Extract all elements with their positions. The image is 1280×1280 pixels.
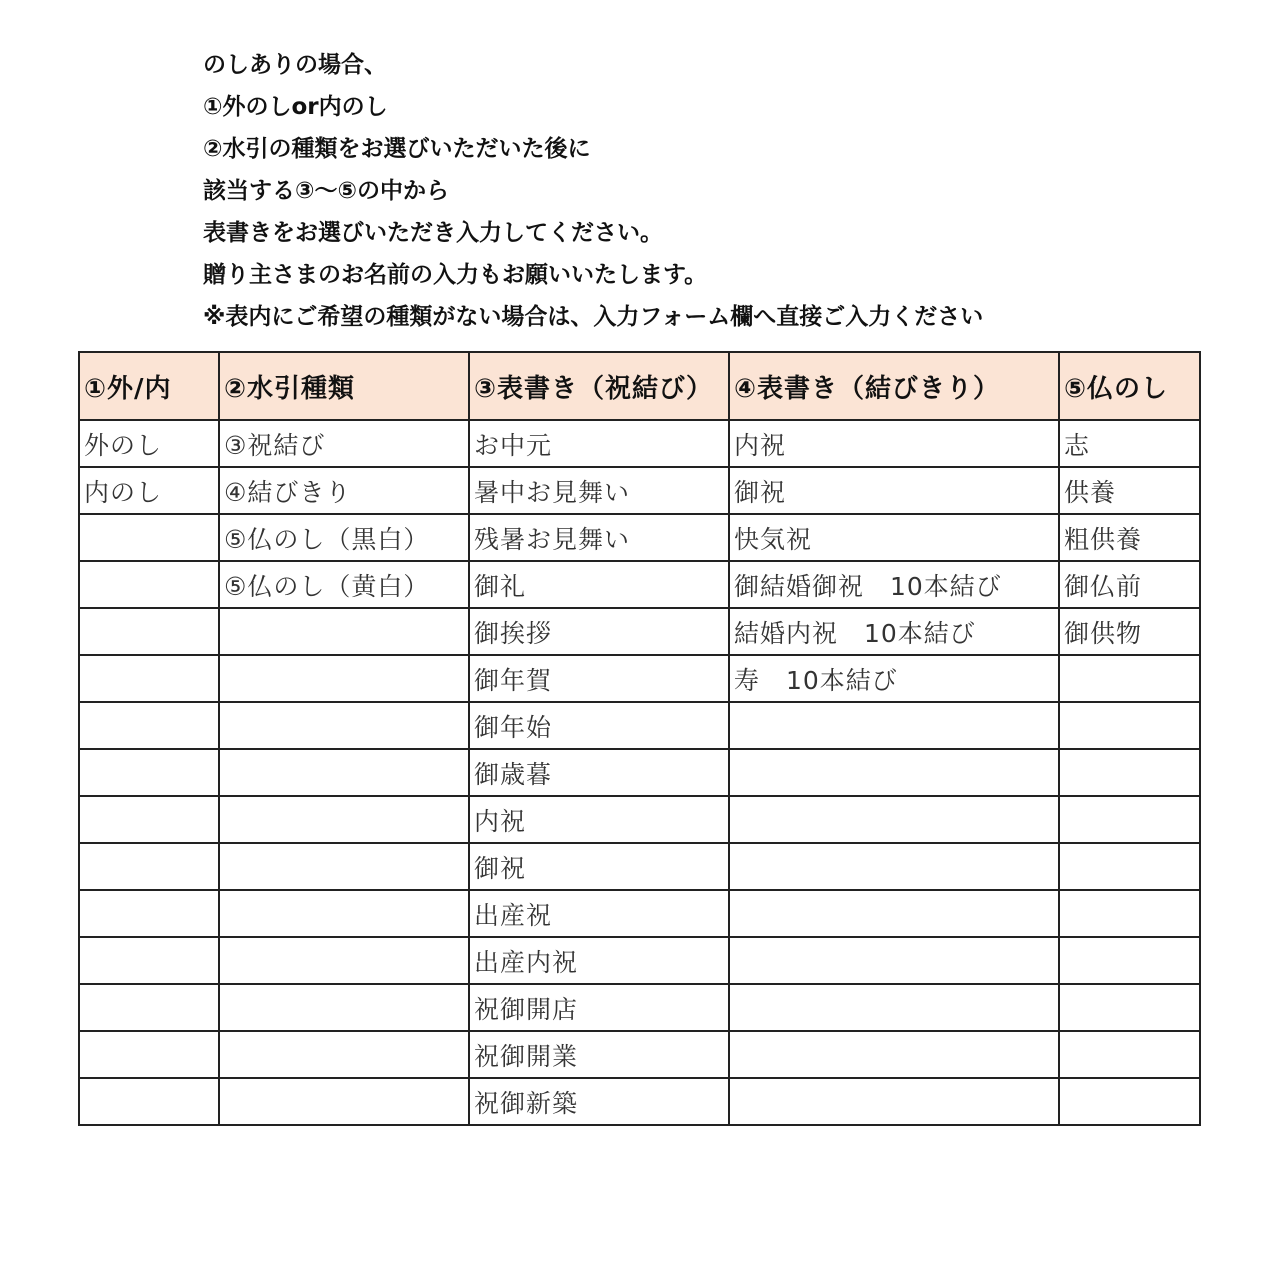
noshi-options-table <box>78 351 1201 1126</box>
table-row <box>79 1031 1200 1078</box>
table-cell: 出産祝 <box>469 890 729 937</box>
table-cell <box>79 655 219 702</box>
table-cell <box>729 702 1059 749</box>
header-tight-knot: ④表書き（結びきり） <box>729 352 1059 420</box>
instruction-line: 該当する③～⑤の中から <box>203 178 449 204</box>
instruction-line: ②水引の種類をお選びいただいた後に <box>203 136 591 162</box>
instructions <box>203 44 1203 338</box>
table-row <box>79 1078 1200 1125</box>
table-cell: 御結婚御祝 10本結び <box>729 561 1059 608</box>
table-cell <box>729 984 1059 1031</box>
table-cell <box>79 514 219 561</box>
table-header-row <box>79 352 1200 420</box>
table-row <box>79 655 1200 702</box>
table-row <box>79 514 1200 561</box>
table-cell: 内祝 <box>469 796 729 843</box>
table-row <box>79 608 1200 655</box>
table-cell <box>219 749 469 796</box>
instruction-line: 表書きをお選びいただき入力してください。 <box>203 220 663 246</box>
table-row <box>79 467 1200 514</box>
table-cell <box>729 843 1059 890</box>
table-cell <box>219 1031 469 1078</box>
table-cell: 御挨拶 <box>469 608 729 655</box>
table-cell <box>219 608 469 655</box>
table-cell <box>79 749 219 796</box>
table-cell <box>79 1031 219 1078</box>
table-cell: 祝御開業 <box>469 1031 729 1078</box>
table-cell <box>1059 1031 1200 1078</box>
table-cell <box>1059 749 1200 796</box>
table-cell: 残暑お見舞い <box>469 514 729 561</box>
table-row <box>79 796 1200 843</box>
table-cell: ⑤仏のし（黒白） <box>219 514 469 561</box>
table-cell: 外のし <box>79 420 219 467</box>
table-cell <box>79 702 219 749</box>
table-cell: お中元 <box>469 420 729 467</box>
table-cell <box>79 608 219 655</box>
table-cell <box>729 1078 1059 1125</box>
table-cell: 粗供養 <box>1059 514 1200 561</box>
table-cell: ⑤仏のし（黄白） <box>219 561 469 608</box>
table-cell: 御礼 <box>469 561 729 608</box>
table-row <box>79 420 1200 467</box>
table-cell: 御歳暮 <box>469 749 729 796</box>
table-cell <box>219 796 469 843</box>
table-cell <box>1059 796 1200 843</box>
table-cell <box>1059 1078 1200 1125</box>
table-row <box>79 843 1200 890</box>
table-cell: 内祝 <box>729 420 1059 467</box>
table-cell: 御年賀 <box>469 655 729 702</box>
table-cell <box>219 843 469 890</box>
table-cell <box>729 937 1059 984</box>
table-cell: 御仏前 <box>1059 561 1200 608</box>
table-cell: 暑中お見舞い <box>469 467 729 514</box>
table-cell: 出産内祝 <box>469 937 729 984</box>
table-cell: 御祝 <box>469 843 729 890</box>
table-row <box>79 937 1200 984</box>
table-cell <box>79 843 219 890</box>
table-cell <box>79 890 219 937</box>
header-outer-inner: ①外/内 <box>79 352 219 420</box>
table-cell <box>219 655 469 702</box>
table-cell: 寿 10本結び <box>729 655 1059 702</box>
table-cell <box>729 890 1059 937</box>
table-cell <box>219 890 469 937</box>
table-cell: 内のし <box>79 467 219 514</box>
table-cell: 御年始 <box>469 702 729 749</box>
table-cell <box>729 749 1059 796</box>
table-cell <box>219 984 469 1031</box>
instruction-line: 贈り主さまのお名前の入力もお願いいたします。 <box>203 262 708 288</box>
table-cell: 御供物 <box>1059 608 1200 655</box>
table-cell: 御祝 <box>729 467 1059 514</box>
table-cell <box>219 937 469 984</box>
table-cell: ④結びきり <box>219 467 469 514</box>
table-cell: 結婚内祝 10本結び <box>729 608 1059 655</box>
instruction-line: のしありの場合、 <box>203 52 387 78</box>
table-cell <box>79 561 219 608</box>
instruction-line: ①外のしor内のし <box>203 94 388 120</box>
table-cell: 祝御新築 <box>469 1078 729 1125</box>
table-row <box>79 561 1200 608</box>
table-cell: ③祝結び <box>219 420 469 467</box>
table-cell: 志 <box>1059 420 1200 467</box>
table-cell <box>79 1078 219 1125</box>
table-cell <box>79 937 219 984</box>
table-cell <box>1059 890 1200 937</box>
table-row <box>79 984 1200 1031</box>
header-celebration-knot: ③表書き（祝結び） <box>469 352 729 420</box>
table-cell <box>219 1078 469 1125</box>
table-row <box>79 749 1200 796</box>
table-cell <box>729 796 1059 843</box>
table-cell <box>79 796 219 843</box>
table-cell <box>219 702 469 749</box>
table-cell: 祝御開店 <box>469 984 729 1031</box>
table-cell: 快気祝 <box>729 514 1059 561</box>
table-row <box>79 702 1200 749</box>
table-cell <box>1059 937 1200 984</box>
table-cell <box>1059 655 1200 702</box>
table-cell <box>1059 843 1200 890</box>
header-buddhist-noshi: ⑤仏のし <box>1059 352 1200 420</box>
table-cell <box>79 984 219 1031</box>
table-cell <box>1059 702 1200 749</box>
table-cell: 供養 <box>1059 467 1200 514</box>
table-cell <box>729 1031 1059 1078</box>
instruction-note: ※表内にご希望の種類がない場合は、入力フォーム欄へ直接ご入力ください <box>203 304 984 330</box>
table-cell <box>1059 984 1200 1031</box>
header-mizuhiki-type: ②水引種類 <box>219 352 469 420</box>
table-row <box>79 890 1200 937</box>
